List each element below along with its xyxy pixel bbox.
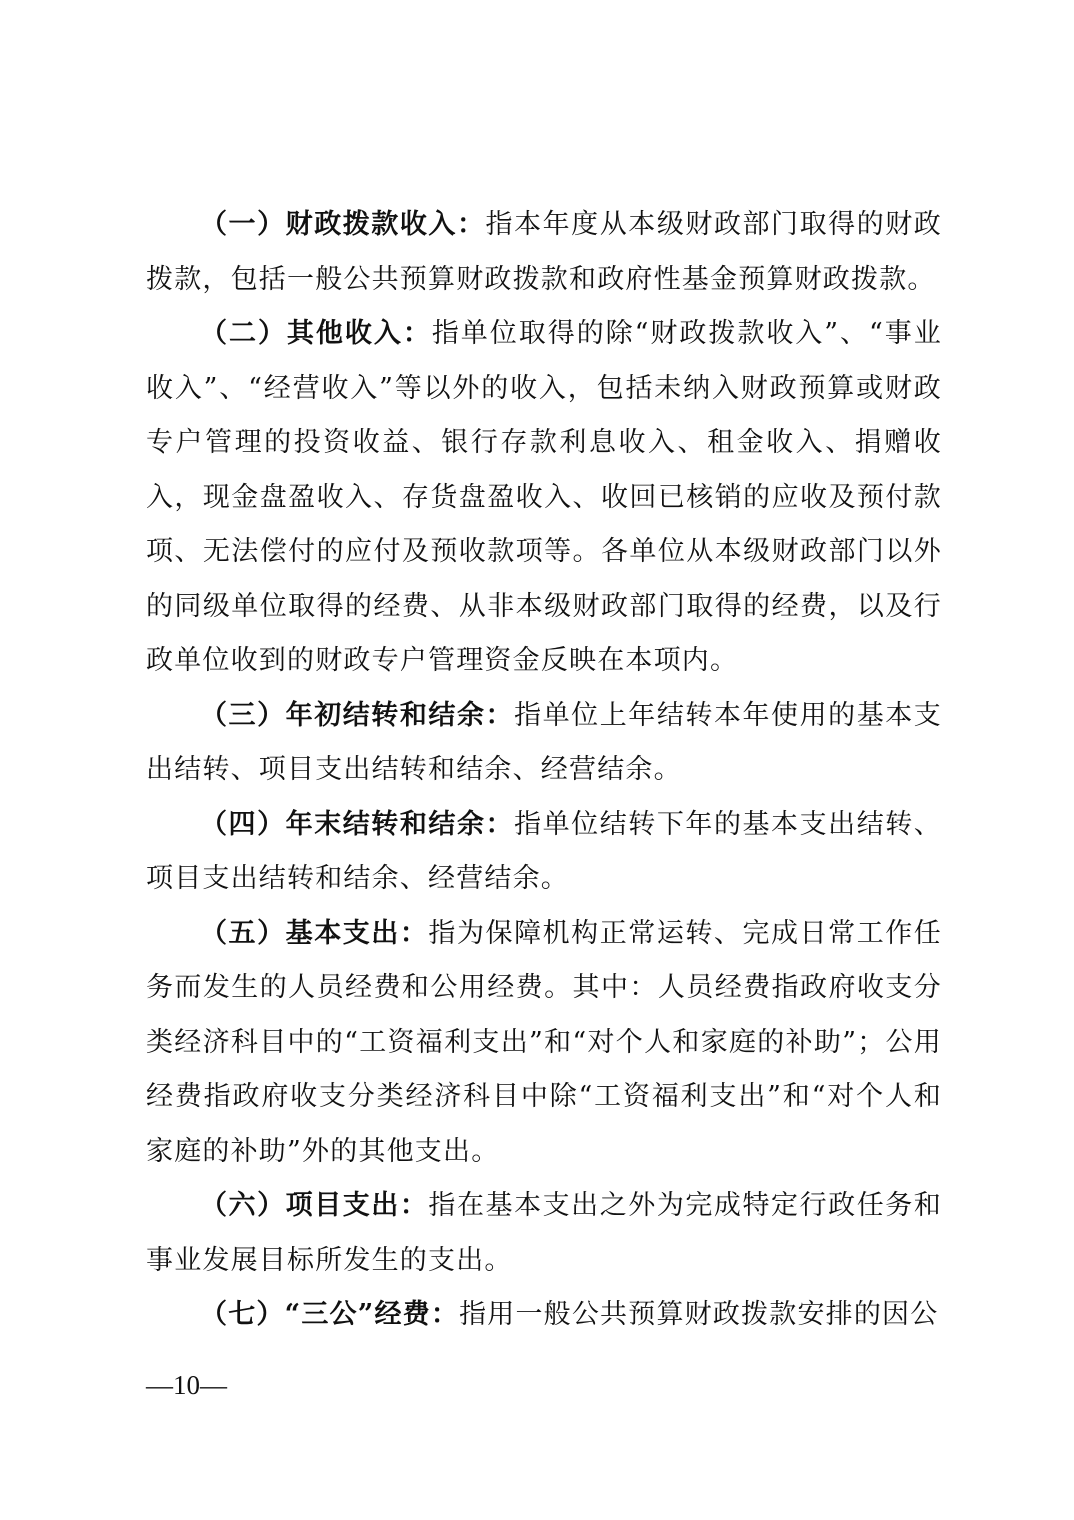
document-body: [146, 198, 942, 1343]
paragraph-basic-expenditure: [146, 907, 942, 1180]
term-definition: 指单位结转下年的基本支出结转、项目支出结转和结余、经营结余。: [146, 808, 943, 894]
term-heading: （二）其他收入：: [200, 318, 432, 349]
paragraph-year-end-carryover: [146, 798, 942, 907]
term-heading: （四）年末结转和结余：: [200, 808, 515, 840]
term-definition: 指为保障机构正常运转、完成日常工作任务而发生的人员经费和公用经费。其中：人员经费指政府收支分类经济科目中的“工资福利支出”和“对个人和家庭的补助”；公用经费指政府收支分类经济科目中除“工资福利支出”和“对个人和家庭的补助”外的其他支出。: [146, 917, 942, 1167]
paragraph-project-expenditure: [146, 1179, 942, 1288]
term-heading: （五）基本支出：: [200, 917, 429, 949]
term-heading: （三）年初结转和结余：: [200, 699, 515, 731]
page-number: —10—: [146, 1370, 227, 1400]
term-definition: 指单位取得的除“财政拨款收入”、“事业收入”、“经营收入”等以外的收入，包括未纳入财政预算或财政专户管理的投资收益、银行存款利息收入、租金收入、捐赠收入，现金盘盈收入、存货盘盈收入、收回已核销的应收及预付款项、无法偿付的应付及预收款项等。各单位从本级财政部门以外的同级单位取得的经费、从非本级财政部门取得的经费，以及行政单位收到的财政专户管理资金反映在本项内。: [146, 318, 942, 676]
term-definition: 指用一般公共预算财政拨款安排的因公: [459, 1299, 939, 1330]
paragraph-three-public-expenses: [146, 1288, 942, 1343]
paragraph-other-income: [146, 307, 942, 689]
paragraph-beginning-carryover: [146, 689, 942, 798]
term-definition: 指本年度从本级财政部门取得的财政拨款，包括一般公共预算财政拨款和政府性基金预算财政拨款。: [146, 209, 943, 295]
term-heading: （一）财政拨款收入：: [200, 209, 486, 240]
term-definition: 指在基本支出之外为完成特定行政任务和事业发展目标所发生的支出。: [146, 1190, 942, 1276]
term-heading: （六）项目支出：: [200, 1190, 429, 1221]
term-heading: （七）“三公”经费：: [200, 1299, 460, 1330]
term-definition: 指单位上年结转本年使用的基本支出结转、项目支出结转和结余、经营结余。: [146, 699, 943, 785]
paragraph-fiscal-appropriation-income: [146, 198, 942, 307]
